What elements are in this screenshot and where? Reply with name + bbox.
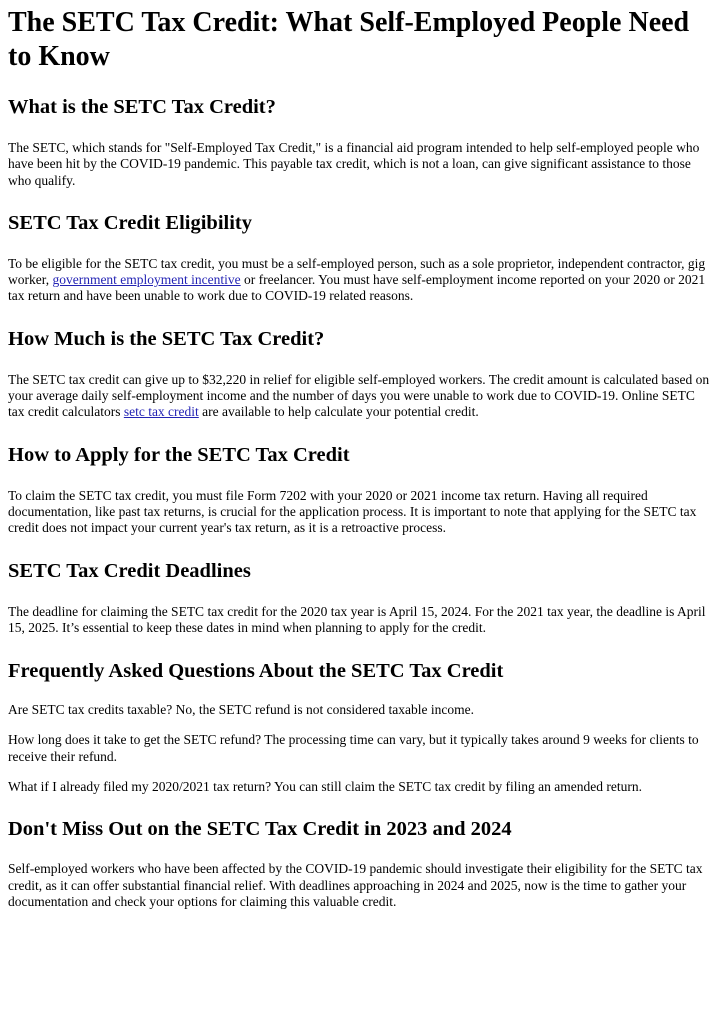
section-paragraph: The deadline for claiming the SETC tax credit for the 2020 tax year is April 15, 2024. For the 2021 tax year, the deadline is April 15, 2025. It’s essential to keep these dates in mind when planning to apply for the credit. <box>8 603 706 635</box>
section-heading: How to Apply for the SETC Tax Credit <box>8 443 350 466</box>
setc-tax-credit-link[interactable]: setc tax credit <box>123 404 199 420</box>
section-eligibility <box>8 211 714 305</box>
section-heading: SETC Tax Credit Eligibility <box>8 211 252 234</box>
page-title: The SETC Tax Credit: What Self-Employed People Need to Know <box>8 7 690 72</box>
section-heading: SETC Tax Credit Deadlines <box>8 559 251 582</box>
faq-item: How long does it take to get the SETC refund? The processing time can vary, but it typically takes around 9 weeks for clients to receive their refund. <box>8 732 699 764</box>
section-what-is <box>8 95 714 189</box>
faq-item: What if I already filed my 2020/2021 tax return? You can still claim the SETC tax credit by filing an amended return. <box>8 779 642 795</box>
section-heading: What is the SETC Tax Credit? <box>8 96 276 118</box>
faq-item: Are SETC tax credits taxable? No, the SETC refund is not considered taxable income. <box>8 702 474 718</box>
section-paragraph: The SETC, which stands for "Self-Employed Tax Credit," is a financial aid program intended to help self-employed people who have been hit by the COVID-19 pandemic. This payable tax credit, which is not a loan, can give significant assistance to those who qualify. <box>8 140 700 188</box>
section-faq <box>8 659 714 795</box>
section-heading: Don't Miss Out on the SETC Tax Credit in 2023 and 2024 <box>8 818 512 841</box>
section-paragraph <box>8 256 714 305</box>
government-employment-incentive-link[interactable]: government employment incentive <box>52 272 241 288</box>
section-paragraph <box>8 372 714 421</box>
section-how-to-apply <box>8 443 714 537</box>
section-paragraph: To claim the SETC tax credit, you must file Form 7202 with your 2020 or 2021 income tax return. Having all required documentation, like past tax returns, is crucial for the application process. It is important to note that applying for the SETC tax credit does not impact your current year's tax return, as it is a retroactive process. <box>8 487 697 536</box>
paragraph-text: are available to help calculate your potential credit. <box>198 404 479 420</box>
section-dont-miss-out <box>8 817 714 910</box>
section-heading: Frequently Asked Questions About the SETC Tax Credit <box>8 660 504 683</box>
section-how-much <box>8 327 714 421</box>
section-paragraph: Self-employed workers who have been affected by the COVID-19 pandemic should investigate their eligibility for the SETC tax credit, as it can offer substantial financial relief. With deadlines approaching in 2024 and 2025, now is the time to gather your documentation and check your options for claiming this valuable credit. <box>8 861 703 909</box>
paragraph-text: or freelancer. You must have self-employment income reported on your 2020 or 2021 tax return and have been unable to work due to COVID-19 related reasons. <box>8 272 706 304</box>
paragraph-text: The SETC tax credit can give up to $32,220 in relief for eligible self-employed workers. The credit amount is calculated based on your average daily self-employment income and the number of days you were unable to work due to COVID-19. Online SETC tax credit calculators <box>8 371 710 420</box>
paragraph-text: To be eligible for the SETC tax credit, you must be a self-employed person, such as a sole proprietor, independent contractor, gig worker, <box>8 255 706 288</box>
section-deadlines <box>8 559 714 637</box>
section-heading: How Much is the SETC Tax Credit? <box>8 327 325 350</box>
